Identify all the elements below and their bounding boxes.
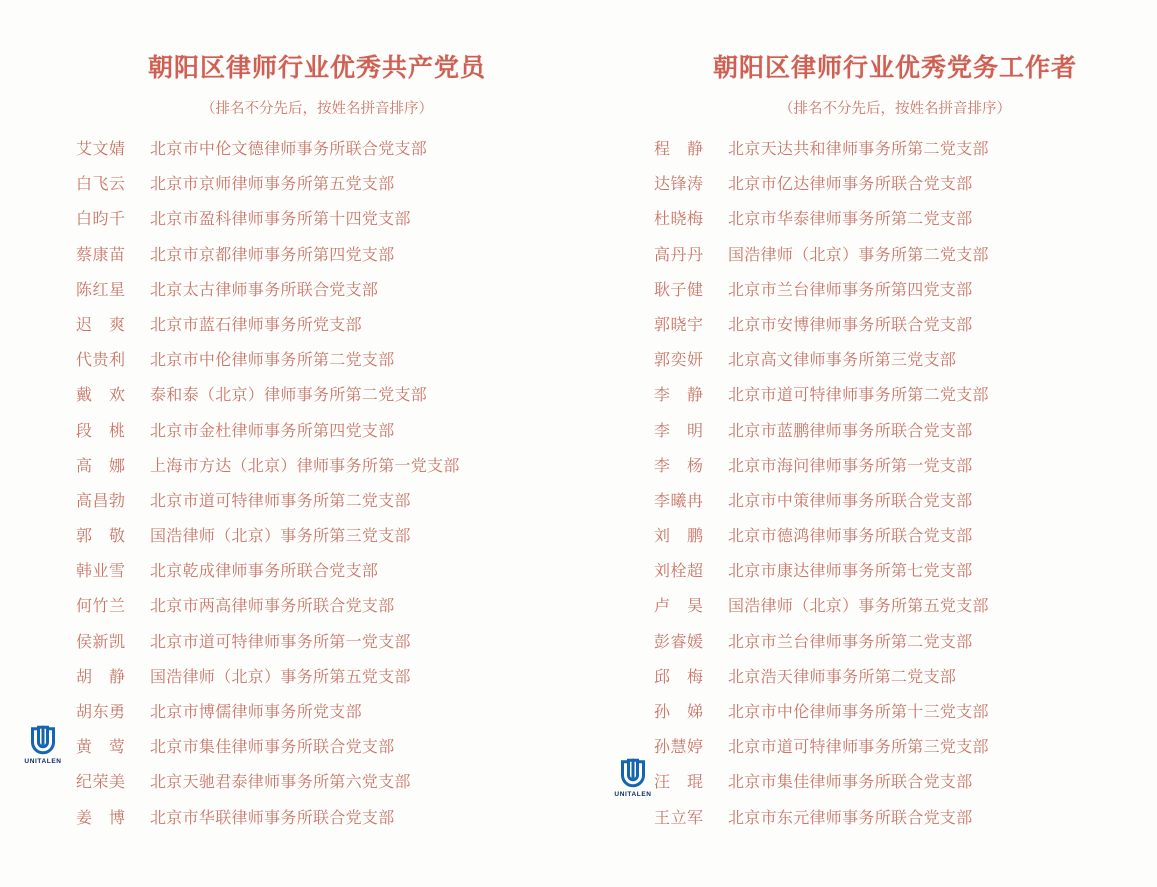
awardee-name: 侯新凯 [76,633,125,651]
party-branch-name: 北京市京都律师事务所第四党支部 [150,246,395,264]
awardee-name: 孙慧婷 [654,739,703,757]
entry-row [76,378,558,413]
entry-row [76,660,558,695]
awardee-name: 彭睿媛 [654,633,703,651]
awardee-name: 何竹兰 [76,598,125,616]
awardee-name: 代贵利 [76,352,125,370]
entry-row [76,801,558,836]
party-branch-name: 国浩律师（北京）事务所第二党支部 [728,246,989,264]
entry-row [654,625,1136,660]
entry-row [654,554,1136,589]
party-branch-name: 北京市中策律师事务所联合党支部 [728,492,973,510]
party-branch-name: 北京乾成律师事务所联合党支部 [150,563,379,581]
party-branch-name: 北京市兰台律师事务所第四党支部 [728,281,973,299]
awardee-name: 孙娣 [654,704,703,721]
party-branch-name: 北京市道可特律师事务所第一党支部 [150,633,411,651]
awardee-name: 李明 [654,422,703,440]
unitalen-logo-text: UNITALEN [614,791,652,798]
unitalen-watermark [610,757,656,798]
entry-row [76,449,558,484]
party-branch-name: 北京市道可特律师事务所第三党支部 [728,739,989,757]
awardee-name: 汪琨 [654,774,703,792]
awardee-name: 胡静 [76,668,125,686]
entry-row [76,554,558,589]
party-branch-name: 北京市蓝鹏律师事务所联合党支部 [728,422,973,440]
awardee-name: 迟爽 [76,316,125,334]
entry-row [76,765,558,800]
entry-row [76,132,558,167]
entry-row [654,343,1136,378]
entry-row [654,132,1136,167]
entry-row [76,625,558,660]
entry-row [654,414,1136,449]
entry-row [76,414,558,449]
party-branch-name: 北京市中伦文德律师事务所联合党支部 [150,141,428,158]
page-title: 朝阳区律师行业优秀党务工作者 [712,55,1077,82]
party-branch-name: 国浩律师（北京）事务所第五党支部 [150,668,411,686]
sort-note: （排名不分先后，按姓名拼音排序） [779,101,1011,117]
entry-row [654,801,1136,836]
party-branch-name: 上海市方达（北京）律师事务所第一党支部 [150,457,460,475]
awardee-name: 高娜 [76,457,125,475]
entry-row [76,589,558,624]
entry-row [76,484,558,519]
party-branch-name: 北京市兰台律师事务所第二党支部 [728,633,973,651]
entry-row [76,273,558,308]
entry-row [654,695,1136,730]
party-branch-name: 北京天达共和律师事务所第二党支部 [728,141,989,158]
entry-row [654,589,1136,624]
awardee-name: 李曦冉 [654,492,703,510]
party-branch-name: 国浩律师（北京）事务所第三党支部 [150,528,411,546]
awardee-name: 郭晓宇 [654,316,703,334]
awardee-name: 高丹丹 [654,246,703,264]
party-branch-name: 北京市盈科律师事务所第十四党支部 [150,211,411,229]
awardee-name: 卢昊 [654,598,703,616]
party-branch-name: 北京市康达律师事务所第七党支部 [728,563,973,581]
awardee-list [76,132,558,836]
unitalen-logo-icon [618,757,648,789]
awardee-name: 段桃 [76,422,125,440]
awardee-name: 李杨 [654,457,703,475]
unitalen-logo-icon [28,724,58,756]
entry-row [654,519,1136,554]
page-right [578,0,1156,887]
awardee-name: 耿子健 [654,281,703,299]
entry-row [654,730,1136,765]
party-branch-name: 北京市海问律师事务所第一党支部 [728,457,973,475]
page-right-content [654,0,1136,836]
entry-row [654,167,1136,202]
party-branch-name: 北京市集佳律师事务所联合党支部 [150,739,395,757]
entry-row [76,308,558,343]
awardee-name: 蔡康苗 [76,246,125,264]
party-branch-name: 北京市中伦律师事务所第二党支部 [150,352,395,370]
entry-row [654,273,1136,308]
entry-row [654,765,1136,800]
awardee-name: 邱梅 [654,668,703,686]
page-left [0,0,578,887]
party-branch-name: 北京市金杜律师事务所第四党支部 [150,422,395,440]
party-branch-name: 北京浩天律师事务所第二党支部 [728,668,957,686]
entry-row [76,730,558,765]
party-branch-name: 北京市安博律师事务所联合党支部 [728,316,973,334]
awardee-name: 郭奕妍 [654,352,703,370]
entry-row [76,343,558,378]
entry-row [654,484,1136,519]
awardee-name: 高昌勃 [76,492,125,510]
awardee-name: 姜博 [76,809,125,827]
awardee-name: 刘栓超 [654,563,703,581]
party-branch-name: 北京市德鸿律师事务所联合党支部 [728,528,973,546]
awardee-list [654,132,1136,836]
party-branch-name: 国浩律师（北京）事务所第五党支部 [728,598,989,616]
awardee-name: 刘鹏 [654,528,703,546]
awardee-name: 程静 [654,141,703,158]
awardee-name: 杜晓梅 [654,211,703,229]
unitalen-logo-text: UNITALEN [24,758,62,765]
awardee-name: 白昀千 [76,211,125,229]
awardee-name: 郭敬 [76,528,125,546]
party-branch-name: 北京市集佳律师事务所联合党支部 [728,774,973,792]
awardee-name: 胡东勇 [76,704,125,721]
awardee-name: 达锋涛 [654,176,703,194]
awardee-name: 陈红星 [76,281,125,299]
party-branch-name: 北京市华泰律师事务所第二党支部 [728,211,973,229]
awardee-name: 黄莺 [76,739,125,757]
party-branch-name: 北京天驰君泰律师事务所第六党支部 [150,774,411,792]
party-branch-name: 北京市博儒律师事务所党支部 [150,704,362,721]
entry-row [654,449,1136,484]
unitalen-watermark [20,724,66,765]
entry-row [654,378,1136,413]
entry-row [76,238,558,273]
party-branch-name: 北京高文律师事务所第三党支部 [728,352,957,370]
awardee-name: 艾文婧 [76,141,125,158]
party-branch-name: 北京市两高律师事务所联合党支部 [150,598,395,616]
awardee-name: 纪荣美 [76,774,125,792]
party-branch-name: 北京市京师律师事务所第五党支部 [150,176,395,194]
party-branch-name: 北京太古律师事务所联合党支部 [150,281,379,299]
entry-row [76,167,558,202]
party-branch-name: 北京市华联律师事务所联合党支部 [150,809,395,827]
awardee-name: 王立军 [654,809,703,827]
entry-row [76,695,558,730]
entry-row [654,660,1136,695]
awardee-name: 韩业雪 [76,563,125,581]
entry-row [654,202,1136,237]
party-branch-name: 北京市道可特律师事务所第二党支部 [150,492,411,510]
party-branch-name: 北京市东元律师事务所联合党支部 [728,809,973,827]
page-title: 朝阳区律师行业优秀共产党员 [147,55,486,82]
awardee-name: 白飞云 [76,176,125,194]
sort-note: （排名不分先后，按姓名拼音排序） [201,101,433,117]
party-branch-name: 北京市亿达律师事务所联合党支部 [728,176,973,194]
entry-row [76,202,558,237]
party-branch-name: 北京市道可特律师事务所第二党支部 [728,387,989,405]
party-branch-name: 北京市蓝石律师事务所党支部 [150,316,362,334]
entry-row [654,238,1136,273]
awardee-name: 李静 [654,387,703,405]
entry-row [76,519,558,554]
party-branch-name: 北京市中伦律师事务所第十三党支部 [728,704,989,721]
page-left-content [76,0,558,836]
entry-row [654,308,1136,343]
party-branch-name: 泰和泰（北京）律师事务所第二党支部 [150,387,428,405]
awardee-name: 戴欢 [76,387,125,405]
